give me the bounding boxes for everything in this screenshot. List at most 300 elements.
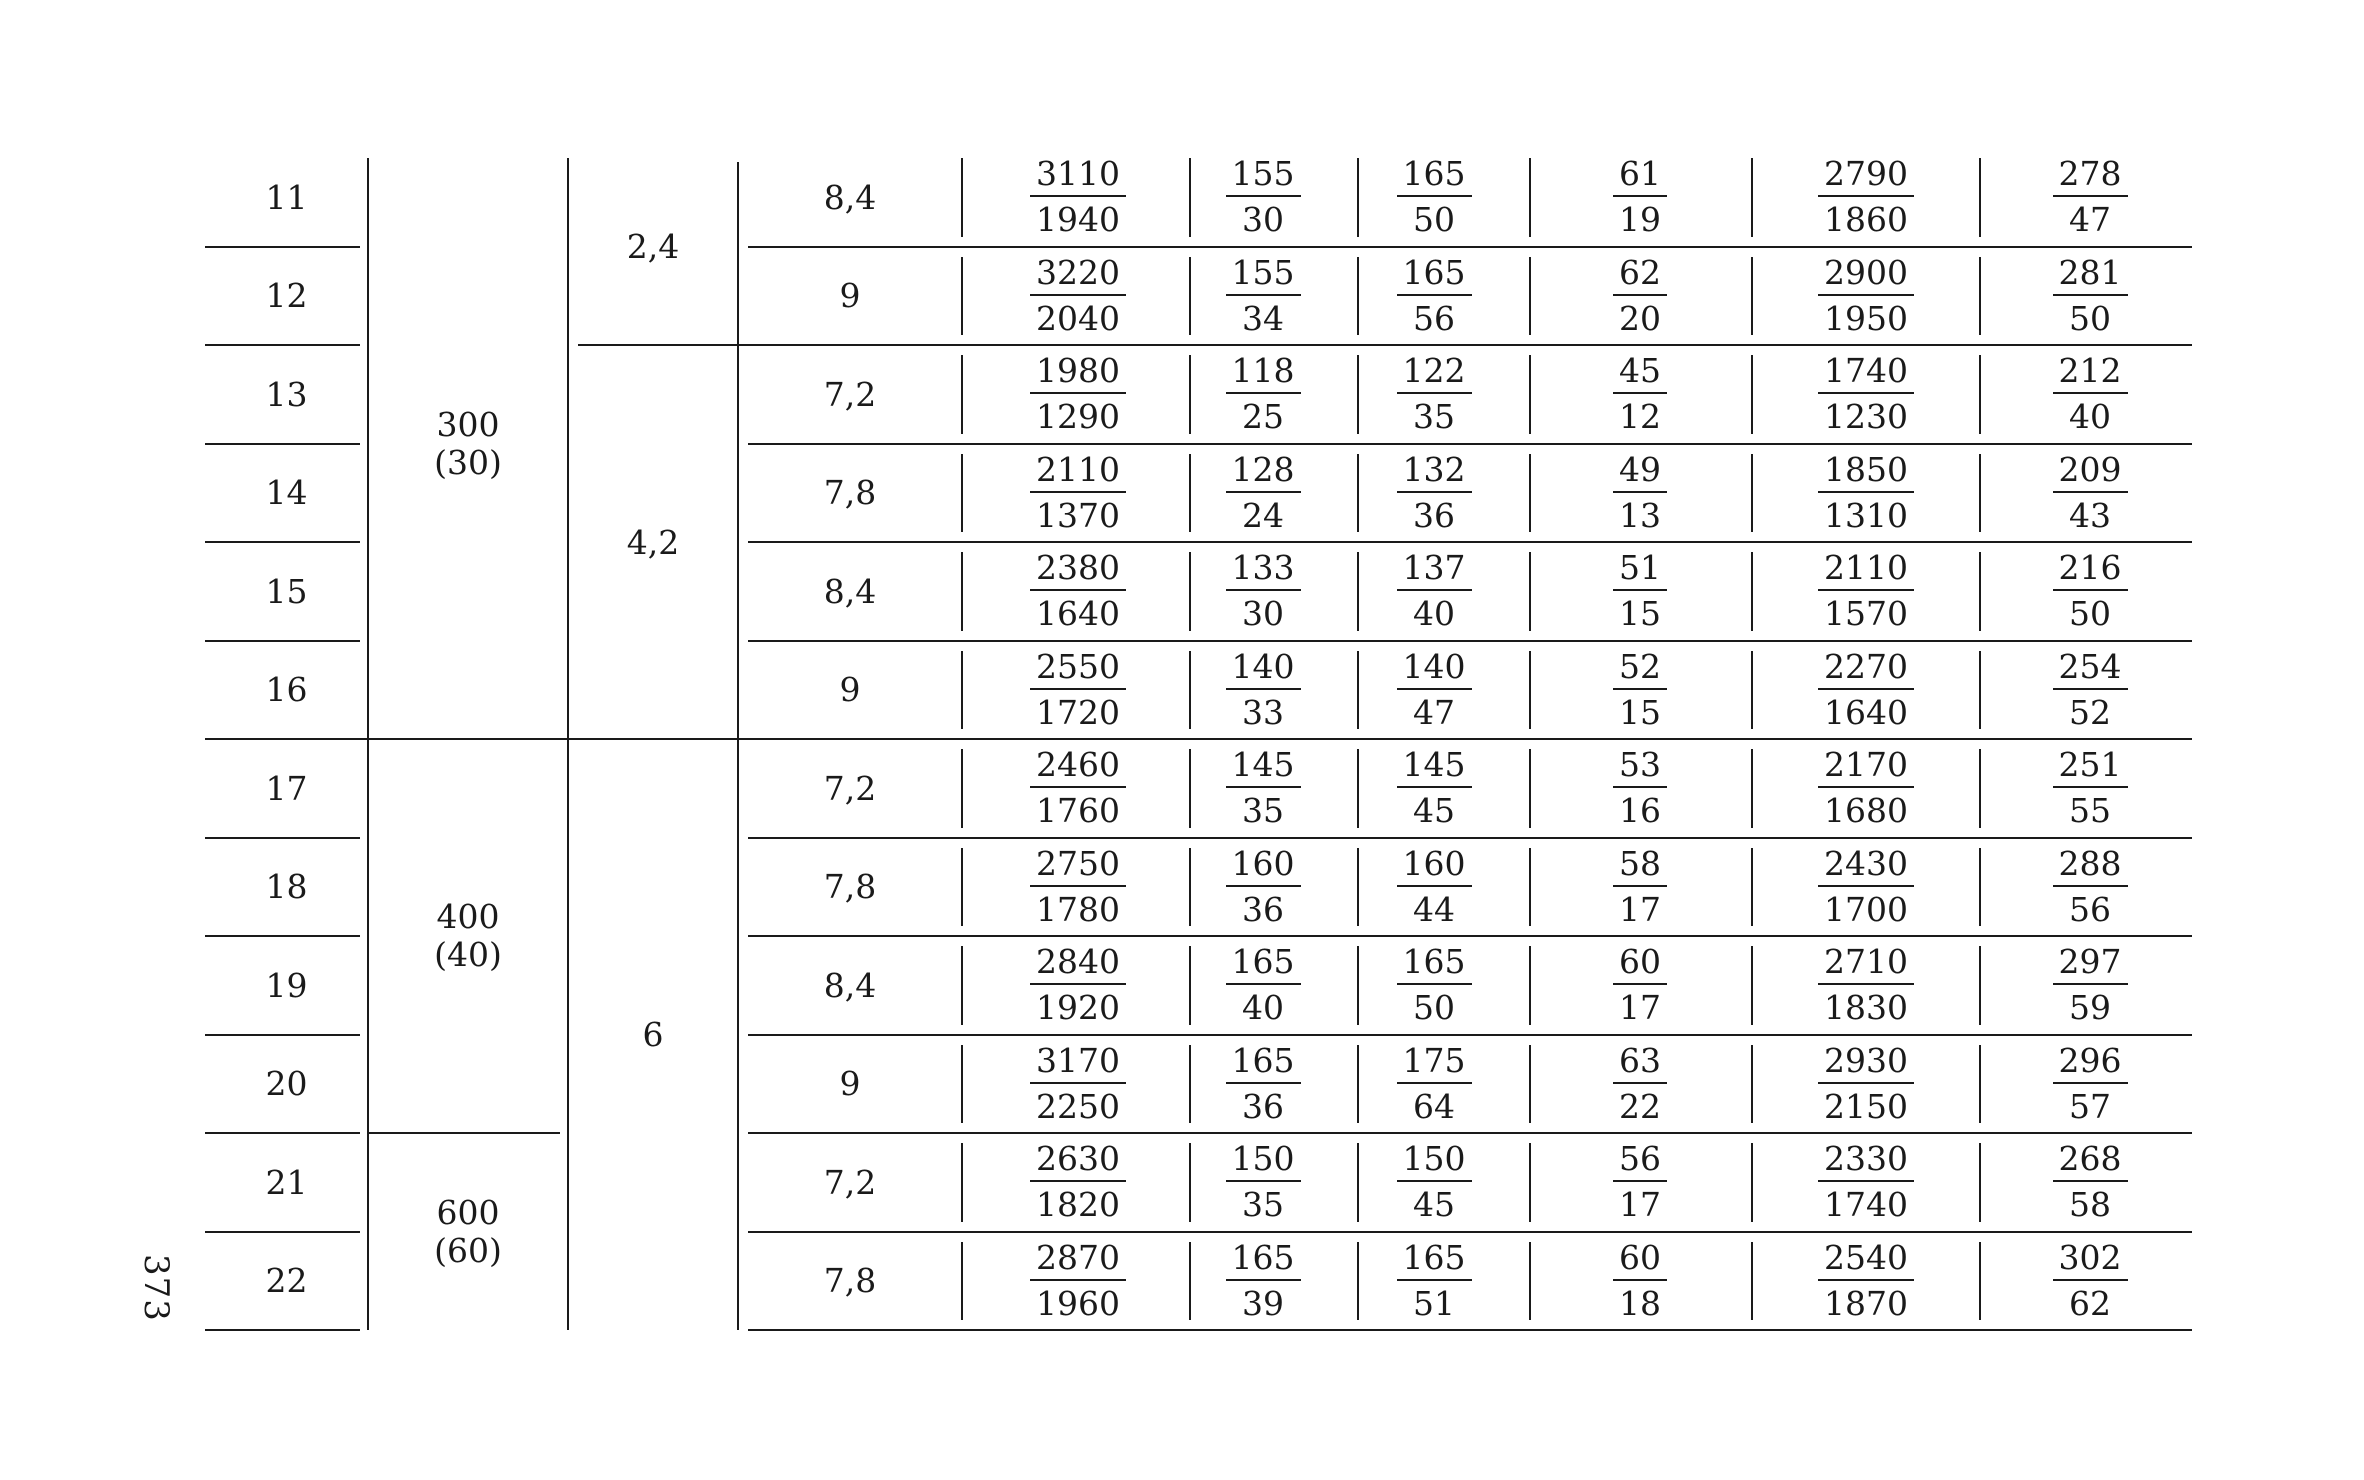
denominator: 50 xyxy=(1413,988,1455,1028)
fraction-cell xyxy=(1818,845,1914,929)
fraction-cell xyxy=(1030,1042,1126,1126)
denominator: 16 xyxy=(1619,791,1661,831)
numerator: 216 xyxy=(2053,549,2128,591)
denominator: 45 xyxy=(1413,791,1455,831)
span-group: 4,2 xyxy=(626,522,680,562)
denominator: 1720 xyxy=(1036,692,1120,732)
value-divider xyxy=(1751,651,1753,730)
fraction-cell xyxy=(1030,1140,1126,1224)
denominator: 58 xyxy=(2069,1185,2111,1225)
value-divider xyxy=(1751,1242,1753,1321)
value-divider xyxy=(1529,158,1531,237)
fraction-cell xyxy=(1226,549,1301,633)
denominator: 57 xyxy=(2069,1086,2111,1126)
numerator: 2710 xyxy=(1818,943,1914,985)
value-divider xyxy=(1529,651,1531,730)
denominator: 40 xyxy=(1413,594,1455,634)
row-rule xyxy=(748,935,2192,937)
value-divider xyxy=(1529,749,1531,828)
denominator: 22 xyxy=(1619,1086,1661,1126)
load-value: 300 xyxy=(436,404,500,444)
fraction-cell xyxy=(1613,845,1667,929)
denominator: 15 xyxy=(1619,594,1661,634)
row-parameter: 8,4 xyxy=(823,965,877,1005)
fraction-cell xyxy=(1226,352,1301,436)
denominator: 1870 xyxy=(1824,1283,1908,1323)
load-value-secondary: (40) xyxy=(434,935,502,974)
numerator: 58 xyxy=(1613,845,1667,887)
fraction-cell xyxy=(2053,254,2128,338)
numerator: 2170 xyxy=(1818,746,1914,788)
fraction-cell xyxy=(1226,845,1301,929)
fraction-cell xyxy=(1030,352,1126,436)
denominator: 47 xyxy=(2069,200,2111,240)
numerator: 132 xyxy=(1397,451,1472,493)
row-parameter: 8,4 xyxy=(823,177,877,217)
denominator: 24 xyxy=(1242,495,1284,535)
value-divider xyxy=(1979,552,1981,631)
value-divider xyxy=(1357,1242,1359,1321)
fraction-cell xyxy=(1613,549,1667,633)
value-divider xyxy=(1751,355,1753,434)
fraction-cell xyxy=(1818,648,1914,732)
row-rule xyxy=(748,640,2192,642)
denominator: 44 xyxy=(1413,889,1455,929)
row-number: 22 xyxy=(265,1261,308,1301)
denominator: 50 xyxy=(2069,594,2111,634)
value-divider xyxy=(1529,848,1531,927)
load-value: 600 xyxy=(436,1192,500,1232)
denominator: 17 xyxy=(1619,889,1661,929)
denominator: 1920 xyxy=(1036,988,1120,1028)
row-parameter: 8,4 xyxy=(823,571,877,611)
numerator: 2430 xyxy=(1818,845,1914,887)
numerator: 52 xyxy=(1613,648,1667,690)
denominator: 1940 xyxy=(1036,200,1120,240)
denominator: 50 xyxy=(1413,200,1455,240)
denominator: 19 xyxy=(1619,200,1661,240)
numerator: 160 xyxy=(1226,845,1301,887)
numerator: 165 xyxy=(1226,1042,1301,1084)
denominator: 1370 xyxy=(1036,495,1120,535)
fraction-cell xyxy=(1613,1042,1667,1126)
denominator: 1570 xyxy=(1824,594,1908,634)
denominator: 30 xyxy=(1242,200,1284,240)
row-number: 13 xyxy=(265,374,308,414)
value-divider xyxy=(1357,355,1359,434)
fraction-cell xyxy=(1613,352,1667,436)
row-parameter: 7,2 xyxy=(823,768,877,808)
load-group xyxy=(368,148,568,739)
denominator: 55 xyxy=(2069,791,2111,831)
value-divider xyxy=(1357,454,1359,533)
fraction-cell xyxy=(1397,451,1472,535)
fraction-cell xyxy=(1226,746,1301,830)
numerator: 3220 xyxy=(1030,254,1126,296)
fraction-cell xyxy=(2053,845,2128,929)
fraction-cell xyxy=(1397,648,1472,732)
numerator: 165 xyxy=(1226,1239,1301,1281)
value-divider xyxy=(1979,749,1981,828)
load-value-secondary: (30) xyxy=(434,442,502,482)
value-divider xyxy=(1751,552,1753,631)
value-divider xyxy=(1357,946,1359,1025)
fraction-cell xyxy=(1226,451,1301,535)
denominator: 17 xyxy=(1619,1185,1661,1225)
fraction-cell xyxy=(1226,155,1301,239)
numerator: 3110 xyxy=(1030,155,1126,197)
denominator: 34 xyxy=(1242,298,1284,338)
value-divider xyxy=(1979,1143,1981,1222)
fraction-cell xyxy=(1030,845,1126,929)
value-divider xyxy=(1979,651,1981,730)
value-divider xyxy=(1189,355,1191,434)
fraction-cell xyxy=(2053,155,2128,239)
value-divider xyxy=(1751,1045,1753,1124)
row-number: 19 xyxy=(265,965,308,1005)
fraction-cell xyxy=(1397,254,1472,338)
denominator: 12 xyxy=(1619,397,1661,437)
fraction-cell xyxy=(2053,1140,2128,1224)
value-divider xyxy=(1529,1242,1531,1321)
value-divider xyxy=(1189,257,1191,336)
value-divider xyxy=(1529,454,1531,533)
fraction-cell xyxy=(1030,451,1126,535)
numerator: 2380 xyxy=(1030,549,1126,591)
numerator: 53 xyxy=(1613,746,1667,788)
row-rule xyxy=(748,541,2192,543)
numerator: 60 xyxy=(1613,943,1667,985)
numerator: 118 xyxy=(1226,352,1301,394)
value-divider xyxy=(1189,454,1191,533)
fraction-cell xyxy=(2053,549,2128,633)
row-parameter: 9 xyxy=(839,670,861,710)
fraction-cell xyxy=(1397,845,1472,929)
denominator: 2250 xyxy=(1036,1086,1120,1126)
denominator: 51 xyxy=(1413,1283,1455,1323)
value-divider xyxy=(1357,1045,1359,1124)
value-divider xyxy=(1751,946,1753,1025)
fraction-cell xyxy=(1226,1239,1301,1323)
denominator: 40 xyxy=(1242,988,1284,1028)
numerator: 2930 xyxy=(1818,1042,1914,1084)
row-parameter: 7,8 xyxy=(823,867,877,907)
value-divider xyxy=(1751,1143,1753,1222)
value-divider xyxy=(1189,1045,1191,1124)
row-rule xyxy=(748,1329,2192,1331)
fraction-cell xyxy=(1030,549,1126,633)
denominator: 1820 xyxy=(1036,1185,1120,1225)
numerator: 2840 xyxy=(1030,943,1126,985)
numerator: 61 xyxy=(1613,155,1667,197)
row-rule xyxy=(748,443,2192,445)
row-number: 18 xyxy=(265,867,308,907)
row-number: 15 xyxy=(265,571,308,611)
fraction-cell xyxy=(1226,648,1301,732)
fraction-cell xyxy=(1818,155,1914,239)
value-divider xyxy=(1979,1045,1981,1124)
fraction-cell xyxy=(1030,254,1126,338)
value-divider xyxy=(1189,1242,1191,1321)
value-divider xyxy=(1529,1045,1531,1124)
numerator: 296 xyxy=(2053,1042,2128,1084)
fraction-cell xyxy=(1613,1140,1667,1224)
numerator: 140 xyxy=(1397,648,1472,690)
fraction-cell xyxy=(1818,1239,1914,1323)
numerator: 145 xyxy=(1226,746,1301,788)
fraction-cell xyxy=(1818,746,1914,830)
load-group xyxy=(368,1133,568,1330)
numerator: 63 xyxy=(1613,1042,1667,1084)
denominator: 1960 xyxy=(1036,1283,1120,1323)
numerator: 49 xyxy=(1613,451,1667,493)
span-group: 2,4 xyxy=(626,227,680,266)
value-divider xyxy=(1357,158,1359,237)
denominator: 52 xyxy=(2069,692,2111,732)
value-divider xyxy=(1189,158,1191,237)
denominator: 1700 xyxy=(1824,889,1908,929)
fraction-cell xyxy=(1397,943,1472,1027)
numerator: 1740 xyxy=(1818,352,1914,394)
fraction-cell xyxy=(1397,1239,1472,1323)
denominator: 2150 xyxy=(1824,1086,1908,1126)
denominator: 35 xyxy=(1413,397,1455,437)
denominator: 59 xyxy=(2069,988,2111,1028)
fraction-cell xyxy=(1030,648,1126,732)
numerator: 165 xyxy=(1397,1239,1472,1281)
value-divider xyxy=(1751,158,1753,237)
row-rule xyxy=(748,344,2192,346)
numerator: 2630 xyxy=(1030,1140,1126,1182)
numerator: 45 xyxy=(1613,352,1667,394)
value-divider xyxy=(1189,552,1191,631)
numerator: 1850 xyxy=(1818,451,1914,493)
numerator: 297 xyxy=(2053,943,2128,985)
fraction-cell xyxy=(2053,1042,2128,1126)
denominator: 1310 xyxy=(1824,495,1908,535)
numerator: 165 xyxy=(1397,155,1472,197)
denominator: 1640 xyxy=(1036,594,1120,634)
denominator: 62 xyxy=(2069,1283,2111,1323)
load-value: 400 xyxy=(436,897,500,936)
numerator: 165 xyxy=(1397,943,1472,985)
numerator: 128 xyxy=(1226,451,1301,493)
numerator: 302 xyxy=(2053,1239,2128,1281)
row-number: 21 xyxy=(265,1162,308,1202)
denominator: 20 xyxy=(1619,298,1661,338)
load-value-secondary: (60) xyxy=(434,1230,502,1270)
numerator: 150 xyxy=(1226,1140,1301,1182)
denominator: 36 xyxy=(1242,1086,1284,1126)
numerator: 165 xyxy=(1226,943,1301,985)
fraction-cell xyxy=(1818,943,1914,1027)
fraction-cell xyxy=(1818,451,1914,535)
fraction-cell xyxy=(1397,1042,1472,1126)
fraction-cell xyxy=(1613,451,1667,535)
numerator: 2540 xyxy=(1818,1239,1914,1281)
row-parameter: 9 xyxy=(839,276,861,316)
numerator: 62 xyxy=(1613,254,1667,296)
numerator: 2330 xyxy=(1818,1140,1914,1182)
numerator: 155 xyxy=(1226,155,1301,197)
denominator: 1680 xyxy=(1824,791,1908,831)
denominator: 1830 xyxy=(1824,988,1908,1028)
value-divider xyxy=(1751,749,1753,828)
denominator: 45 xyxy=(1413,1185,1455,1225)
denominator: 1950 xyxy=(1824,298,1908,338)
value-divider xyxy=(1357,651,1359,730)
denominator: 1760 xyxy=(1036,791,1120,831)
numerator: 281 xyxy=(2053,254,2128,296)
fraction-cell xyxy=(1030,1239,1126,1323)
denominator: 25 xyxy=(1242,397,1284,437)
fraction-cell xyxy=(2053,648,2128,732)
row-number: 12 xyxy=(265,276,308,316)
row-rule xyxy=(748,246,2192,248)
numerator: 175 xyxy=(1397,1042,1472,1084)
numerator: 254 xyxy=(2053,648,2128,690)
denominator: 50 xyxy=(2069,298,2111,338)
fraction-cell xyxy=(1613,648,1667,732)
fraction-cell xyxy=(1613,254,1667,338)
numerator: 133 xyxy=(1226,549,1301,591)
value-divider xyxy=(1751,257,1753,336)
denominator: 56 xyxy=(2069,889,2111,929)
denominator: 17 xyxy=(1619,988,1661,1028)
numerator: 122 xyxy=(1397,352,1472,394)
value-divider xyxy=(1189,749,1191,828)
fraction-cell xyxy=(1397,155,1472,239)
fraction-cell xyxy=(1818,352,1914,436)
numerator: 2110 xyxy=(1030,451,1126,493)
span-group: 6 xyxy=(642,1015,664,1054)
numerator: 60 xyxy=(1613,1239,1667,1281)
numerator: 288 xyxy=(2053,845,2128,887)
fraction-cell xyxy=(1030,943,1126,1027)
row-rule xyxy=(748,837,2192,839)
value-divider xyxy=(1189,946,1191,1025)
numerator: 2110 xyxy=(1818,549,1914,591)
value-divider xyxy=(1189,848,1191,927)
denominator: 1740 xyxy=(1824,1185,1908,1225)
row-parameter: 7,8 xyxy=(823,473,877,513)
numerator: 56 xyxy=(1613,1140,1667,1182)
value-divider xyxy=(1189,1143,1191,1222)
fraction-cell xyxy=(1818,254,1914,338)
load-group xyxy=(368,739,568,1133)
denominator: 47 xyxy=(1413,692,1455,732)
numerator: 209 xyxy=(2053,451,2128,493)
fraction-cell xyxy=(1397,352,1472,436)
value-divider xyxy=(1357,552,1359,631)
denominator: 1640 xyxy=(1824,692,1908,732)
fraction-cell xyxy=(2053,451,2128,535)
numerator: 268 xyxy=(2053,1140,2128,1182)
denominator: 30 xyxy=(1242,594,1284,634)
numerator: 3170 xyxy=(1030,1042,1126,1084)
numerator: 165 xyxy=(1397,254,1472,296)
numerator: 278 xyxy=(2053,155,2128,197)
numerator: 2750 xyxy=(1030,845,1126,887)
denominator: 36 xyxy=(1413,495,1455,535)
denominator: 1290 xyxy=(1036,397,1120,437)
row-rule xyxy=(748,1231,2192,1233)
denominator: 13 xyxy=(1619,495,1661,535)
fraction-cell xyxy=(2053,943,2128,1027)
fraction-cell xyxy=(2053,352,2128,436)
value-divider xyxy=(1979,257,1981,336)
value-divider xyxy=(1357,257,1359,336)
numerator: 140 xyxy=(1226,648,1301,690)
row-parameter: 7,2 xyxy=(823,1162,877,1202)
row-parameter: 9 xyxy=(839,1064,861,1104)
numerator: 1980 xyxy=(1030,352,1126,394)
row-rule xyxy=(748,1034,2192,1036)
fraction-cell xyxy=(1613,746,1667,830)
numerator: 145 xyxy=(1397,746,1472,788)
fraction-cell xyxy=(2053,1239,2128,1323)
value-divider xyxy=(1751,848,1753,927)
fraction-cell xyxy=(1397,549,1472,633)
denominator: 56 xyxy=(1413,298,1455,338)
numerator: 2900 xyxy=(1818,254,1914,296)
denominator: 40 xyxy=(2069,397,2111,437)
numerator: 137 xyxy=(1397,549,1472,591)
denominator: 2040 xyxy=(1036,298,1120,338)
denominator: 35 xyxy=(1242,791,1284,831)
numerator: 160 xyxy=(1397,845,1472,887)
fraction-cell xyxy=(1226,1042,1301,1126)
value-divider xyxy=(1979,454,1981,533)
value-divider xyxy=(1979,158,1981,237)
denominator: 35 xyxy=(1242,1185,1284,1225)
row-number: 16 xyxy=(265,670,308,710)
fraction-cell xyxy=(1818,1140,1914,1224)
fraction-cell xyxy=(1613,155,1667,239)
numerator: 150 xyxy=(1397,1140,1472,1182)
fraction-cell xyxy=(1226,254,1301,338)
value-divider xyxy=(1357,1143,1359,1222)
value-divider xyxy=(1979,848,1981,927)
numerator: 251 xyxy=(2053,746,2128,788)
denominator: 43 xyxy=(2069,495,2111,535)
row-number: 20 xyxy=(265,1064,308,1104)
denominator: 1230 xyxy=(1824,397,1908,437)
value-divider xyxy=(1751,454,1753,533)
numerator: 155 xyxy=(1226,254,1301,296)
value-divider xyxy=(1979,946,1981,1025)
fraction-cell xyxy=(1226,943,1301,1027)
denominator: 1860 xyxy=(1824,200,1908,240)
row-number: 17 xyxy=(265,768,308,808)
numerator: 2870 xyxy=(1030,1239,1126,1281)
numerator: 212 xyxy=(2053,352,2128,394)
denominator: 36 xyxy=(1242,889,1284,929)
denominator: 15 xyxy=(1619,692,1661,732)
row-parameter: 7,2 xyxy=(823,374,877,414)
fraction-cell xyxy=(2053,746,2128,830)
row-number: 11 xyxy=(265,177,308,217)
fraction-cell xyxy=(1613,1239,1667,1323)
denominator: 18 xyxy=(1619,1283,1661,1323)
value-divider xyxy=(1189,651,1191,730)
denominator: 1780 xyxy=(1036,889,1120,929)
value-divider xyxy=(1529,1143,1531,1222)
value-divider xyxy=(1979,1242,1981,1321)
fraction-cell xyxy=(1818,1042,1914,1126)
fraction-cell xyxy=(1397,746,1472,830)
denominator: 64 xyxy=(1413,1086,1455,1126)
